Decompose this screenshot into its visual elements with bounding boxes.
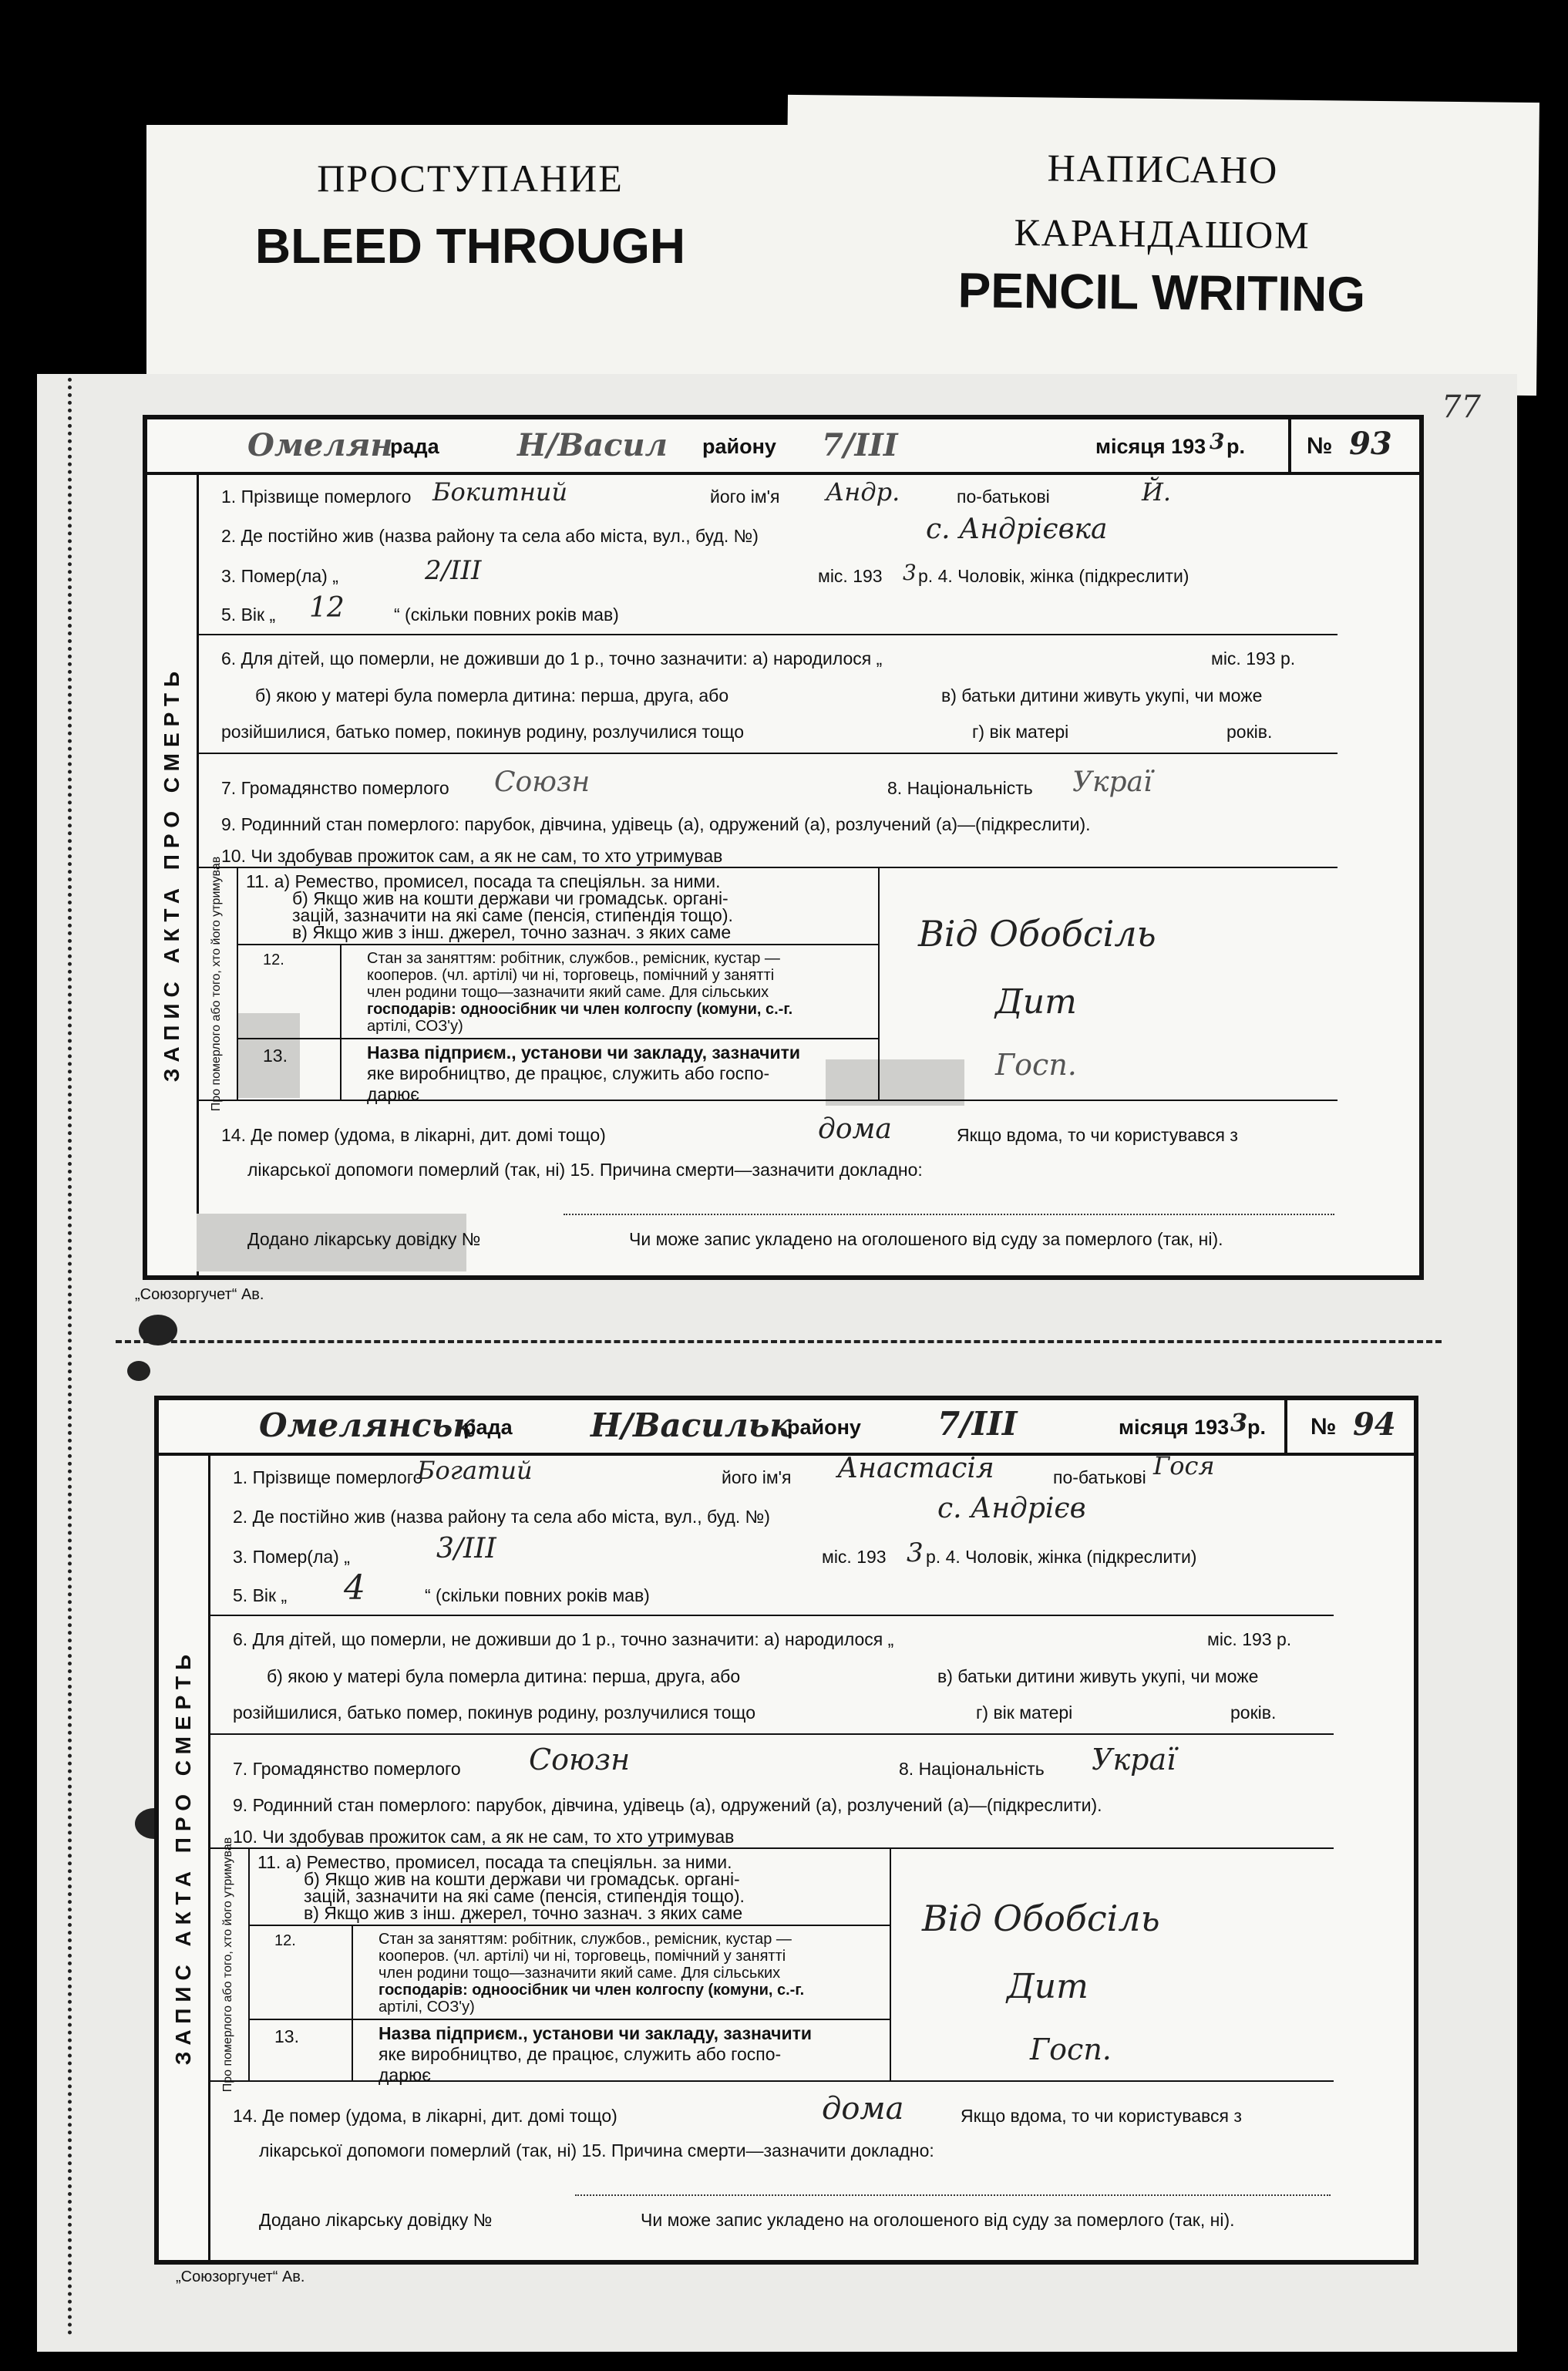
raion-label: району	[787, 1416, 861, 1439]
label-11b2: зацій, зазначити на які саме (пенсія, стипендія тощо).	[304, 1886, 745, 1906]
label-patronymic: по-батькові	[1053, 1467, 1146, 1487]
year-value: 3	[1210, 429, 1225, 454]
divider	[197, 867, 1338, 868]
label-mother-age: г) вік матері	[976, 1702, 1073, 1723]
year-suffix: р.	[1226, 435, 1245, 458]
perforation-line	[68, 378, 72, 2336]
label-parents: в) батьки дитини живуть укупі, чи може	[941, 685, 1263, 706]
value-citizenship: Союзн	[529, 1743, 631, 1777]
label-residence: 2. Де постійно жив (назва району та села або міста, вул., буд. №)	[233, 1507, 770, 1527]
label-12a: Стан за заняттям: робітник, службов., ремісник, кустар —	[379, 1931, 792, 1948]
label-11b: б) Якщо жив на кошти держави чи громадськ. органі-	[304, 1869, 740, 1889]
death-record-form-2	[154, 1396, 1418, 2265]
label-13a: Назва підприєм., установи чи закладу, зазначити	[379, 2023, 813, 2043]
label-13: 13.	[274, 2026, 299, 2046]
label-cause: лікарської допомоги померлий (так, ні) 15. Причина смерти—зазначити докладно:	[259, 2140, 934, 2161]
label-court: Чи може запис укладено на оголошеного від суду за померлого (так, ні).	[629, 1229, 1223, 1249]
form-header	[147, 419, 1288, 475]
pencil-card-en: PENCIL WRITING	[957, 262, 1366, 322]
label-13: 13.	[263, 1046, 288, 1066]
sub-title: Про померлого або того, хто його утримував	[208, 1849, 250, 2080]
side-title: ЗАПИС АКТА ПРО СМЕРТЬ	[147, 472, 199, 1275]
divider	[250, 1925, 890, 1926]
footer-2: „Союзоргучет“ Ав.	[176, 2268, 305, 2285]
pencil-card-ru: КАРАНДАШОМ	[1014, 210, 1311, 258]
label-marital: 9. Родинний стан померлого: парубок, дівчина, удівець (а), одружений (а), розлучений (а)—(підкреслити).	[221, 814, 1091, 834]
label-residence: 2. Де постійно жив (назва району та села або міста, вул., буд. №)	[221, 526, 759, 546]
label-age-note: “ (скільки повних років мав)	[425, 1585, 650, 1605]
value-support-1: Від Обобсіль	[922, 1898, 1160, 1939]
label-child-order: б) якою у матері була померла дитина: перша, друга, або	[255, 685, 729, 706]
bleed-through-card	[146, 125, 794, 387]
label-child-born-month: міс. 193 р.	[1211, 648, 1296, 669]
label-11c: в) Якщо жив з інш. джерел, точно зазнач. з яких саме	[304, 1903, 743, 1923]
cut-line	[116, 1340, 1442, 1343]
value-name: Андр.	[826, 477, 900, 507]
label-12c: член родини тощо—зазначити який саме. Для сільських	[367, 984, 769, 1001]
value-surname: Бокитний	[432, 477, 568, 507]
divider	[352, 1925, 353, 2080]
divider	[208, 1733, 1334, 1735]
label-years: років.	[1230, 1702, 1277, 1723]
form-header	[159, 1400, 1284, 1456]
month-label: місяця 193	[1119, 1416, 1230, 1439]
label-citizenship: 7. Громадянство померлого	[221, 778, 449, 798]
label-nationality: 8. Національність	[899, 1759, 1045, 1779]
raion-number-value: 7/ІІІ	[822, 427, 898, 463]
bleed-card-en: BLEED THROUGH	[254, 218, 686, 274]
label-12e: артілі, СОЗ'у)	[379, 1999, 475, 2016]
divider	[197, 634, 1338, 635]
number-label: №	[1311, 1414, 1337, 1440]
rada-label: рада	[463, 1416, 513, 1439]
label-support: 10. Чи здобував прожиток сам, а як не сам, то хто утримував	[221, 846, 723, 866]
year-value: 3	[1230, 1408, 1248, 1437]
workplace-block	[367, 1042, 800, 1105]
occupation-block	[379, 1931, 804, 2016]
month-label: місяця 193	[1095, 435, 1206, 458]
value-name: Анастасія	[837, 1453, 994, 1484]
workplace-block	[379, 2023, 812, 2086]
label-name: його ім'я	[710, 487, 780, 507]
divider	[238, 944, 878, 945]
label-citizenship: 7. Громадянство померлого	[233, 1759, 461, 1779]
label-11b2: зацій, зазначити на які саме (пенсія, стипендія тощо).	[292, 905, 733, 925]
label-13a: Назва підприєм., установи чи закладу, зазначити	[367, 1042, 801, 1063]
label-child-order: б) якою у матері була померла дитина: перша, друга, або	[267, 1666, 741, 1686]
selsovet-value: Омелян	[247, 427, 393, 463]
label-patronymic: по-батькові	[957, 487, 1050, 507]
label-12a: Стан за заняттям: робітник, службов., ремісник, кустар —	[367, 950, 780, 967]
pencil-writing-card	[785, 95, 1539, 396]
bleed-card-ru: ПРОСТУПАНИЕ	[317, 157, 624, 200]
divider	[238, 1038, 878, 1039]
margin-number: 77	[1442, 389, 1481, 425]
divider	[208, 2080, 1334, 2082]
label-11a: 11. а) Ремество, промисел, посада та спеціяльн. за ними.	[257, 1852, 732, 1872]
label-support: 10. Чи здобував прожиток сам, а як не сам, то хто утримував	[233, 1827, 735, 1847]
sub-title: Про померлого або того, хто його утримував	[197, 868, 238, 1100]
label-child-born: 6. Для дітей, що померли, не доживши до 1 р., точно зазначити: а) народилося „	[221, 648, 883, 669]
label-11b: б) Якщо жив на кошти держави чи громадськ. органі-	[292, 888, 728, 908]
value-support-2: Дит	[995, 982, 1077, 1022]
label-court: Чи може запис укладено на оголошеного від суду за померлого (так, ні).	[641, 2210, 1235, 2230]
label-death-date: 3. Помер(ла) „	[221, 566, 338, 586]
number-label: №	[1307, 433, 1333, 459]
value-residence: с. Андрієв	[937, 1493, 1086, 1524]
label-13c: дарює	[379, 2065, 431, 2085]
divider	[208, 1615, 1334, 1616]
blank-line	[575, 2194, 1331, 2196]
label-name: його ім'я	[722, 1467, 792, 1487]
label-marital: 9. Родинний стан померлого: парубок, дівчина, удівець (а), одружений (а), розлучений (а)—(підкреслити).	[233, 1795, 1102, 1815]
label-place: 14. Де помер (удома, в лікарні, дит. домі тощо)	[221, 1125, 606, 1145]
support-block	[246, 873, 863, 941]
year-suffix: р.	[1247, 1416, 1266, 1439]
value-support-3: Госп.	[1030, 2033, 1112, 2066]
label-parents-2: розійшилися, батько помер, покинув родину, розлучилися тощо	[233, 1702, 755, 1723]
value-age: 4	[344, 1568, 365, 1608]
value-death-year: 3	[903, 560, 917, 585]
label-age-note: “ (скільки повних років мав)	[394, 605, 619, 625]
value-support-3: Госп.	[995, 1048, 1077, 1082]
label-child-born: 6. Для дітей, що померли, не доживши до 1 р., точно зазначити: а) народилося „	[233, 1629, 894, 1649]
district-value: Н/Васильк	[591, 1406, 792, 1444]
side-title: ЗАПИС АКТА ПРО СМЕРТЬ	[159, 1453, 210, 2260]
label-home: Якщо вдома, то чи користувався з	[957, 1125, 1238, 1145]
value-death-date: 3/ІІІ	[436, 1533, 496, 1564]
record-number-value: 94	[1353, 1406, 1396, 1443]
divider	[197, 1100, 1338, 1101]
label-parents: в) батьки дитини живуть укупі, чи може	[937, 1666, 1259, 1686]
value-patronymic: Гося	[1153, 1451, 1215, 1480]
label-cause: лікарської допомоги померлий (так, ні) 15. Причина смерти—зазначити докладно:	[247, 1160, 923, 1180]
value-support-1: Від Обобсіль	[918, 913, 1156, 955]
pencil-card-uk: НАПИСАНО	[1047, 146, 1279, 192]
occupation-block	[367, 950, 792, 1035]
record-number-value: 93	[1349, 426, 1392, 462]
value-place: дома	[818, 1113, 892, 1145]
value-place: дома	[822, 2091, 904, 2127]
blank-line	[564, 1214, 1334, 1215]
label-11c: в) Якщо жив з інш. джерел, точно зазнач. з яких саме	[292, 922, 732, 942]
value-age: 12	[309, 592, 345, 624]
value-residence: с. Андрієвка	[926, 514, 1108, 545]
label-years: років.	[1226, 722, 1273, 742]
label-13b: яке виробництво, де працює, служить або госпо-	[367, 1063, 770, 1083]
value-nationality: Украї	[1072, 766, 1152, 798]
label-12d: господарів: одноосібник чи член колгоспу (комуни, с.-г.	[367, 1001, 793, 1018]
label-surname: 1. Прізвище померлого	[221, 487, 412, 507]
divider	[208, 1847, 1334, 1849]
shaded-cell	[826, 1059, 964, 1106]
raion-number-value: 7/ІІІ	[937, 1405, 1018, 1443]
label-sex: р. 4. Чоловік, жінка (підкреслити)	[926, 1547, 1197, 1567]
label-13c: дарює	[367, 1084, 419, 1104]
record-number-box	[1284, 1400, 1417, 1456]
support-block	[257, 1854, 874, 1921]
district-value: Н/Васил	[517, 427, 668, 463]
label-12: 12.	[274, 1932, 296, 1949]
divider	[340, 944, 342, 1100]
label-death-date: 3. Помер(ла) „	[233, 1547, 350, 1567]
value-patronymic: Й.	[1142, 477, 1172, 507]
label-age: 5. Вік „	[221, 605, 276, 625]
value-support-2: Дит	[1007, 1967, 1089, 2006]
value-surname: Богатий	[417, 1456, 533, 1485]
raion-label: району	[702, 435, 776, 458]
label-12d: господарів: одноосібник чи член колгоспу (комуни, с.-г.	[379, 1982, 805, 1999]
label-place: 14. Де помер (удома, в лікарні, дит. домі тощо)	[233, 2106, 617, 2126]
label-sex: р. 4. Чоловік, жінка (підкреслити)	[918, 566, 1189, 586]
value-death-year: 3	[907, 1537, 924, 1568]
rada-label: рада	[390, 435, 439, 458]
label-12b: кооперов. (чл. артілі) чи ні, торговець, помічний у занятті	[367, 967, 775, 984]
label-child-born-month: міс. 193 р.	[1207, 1629, 1292, 1649]
label-surname: 1. Прізвище померлого	[233, 1467, 423, 1487]
value-citizenship: Союзн	[494, 766, 591, 798]
divider	[890, 1849, 891, 2080]
label-mother-age: г) вік матері	[972, 722, 1069, 742]
label-death-month: міс. 193	[818, 566, 883, 586]
record-number-box	[1288, 419, 1422, 475]
label-nationality: 8. Національність	[887, 778, 1033, 798]
value-death-date: 2/ІІІ	[425, 555, 482, 586]
label-parents-2: розійшилися, батько помер, покинув родину, розлучилися тощо	[221, 722, 744, 742]
punch-hole	[127, 1361, 150, 1381]
label-age: 5. Вік „	[233, 1585, 288, 1605]
divider	[197, 753, 1338, 754]
value-nationality: Украї	[1092, 1743, 1176, 1777]
divider	[878, 868, 880, 1100]
label-12b: кооперов. (чл. артілі) чи ні, торговець, помічний у занятті	[379, 1948, 786, 1965]
label-death-month: міс. 193	[822, 1547, 887, 1567]
divider	[250, 2019, 890, 2020]
death-record-form-1	[143, 415, 1424, 1280]
label-11a: 11. а) Ремество, промисел, посада та спеціяльн. за ними.	[246, 871, 721, 891]
label-12e: артілі, СОЗ'у)	[367, 1018, 463, 1035]
label-12c: член родини тощо—зазначити який саме. Для сільських	[379, 1965, 781, 1982]
label-12: 12.	[263, 951, 284, 968]
selsovet-value: Омелянськ	[259, 1406, 475, 1444]
label-home: Якщо вдома, то чи користувався з	[961, 2106, 1242, 2126]
label-13b: яке виробництво, де працює, служить або госпо-	[379, 2044, 782, 2064]
label-certificate: Додано лікарську довідку №	[247, 1229, 481, 1249]
label-certificate: Додано лікарську довідку №	[259, 2210, 493, 2230]
footer-1: „Союзоргучет“ Ав.	[135, 1286, 264, 1303]
